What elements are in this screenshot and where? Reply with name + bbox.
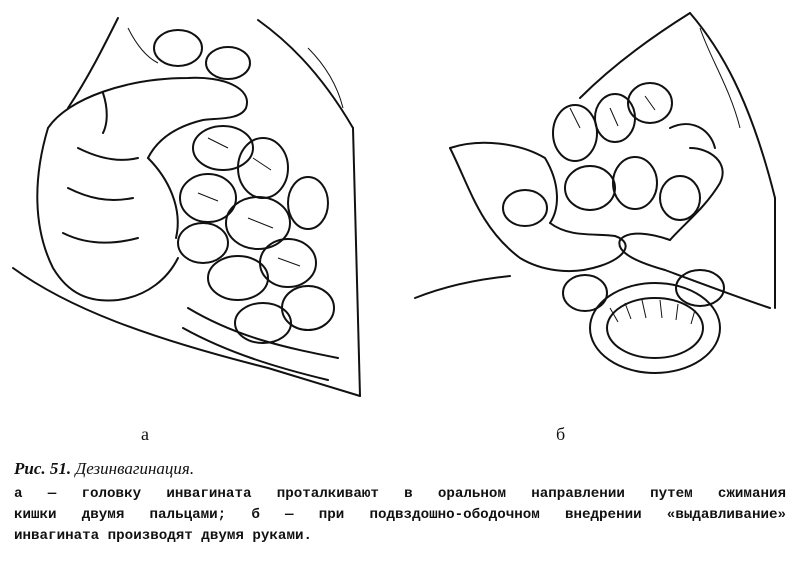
caption-number: Рис. 51. [14,459,72,478]
caption-line: инвагината производят двумя руками. [14,528,312,544]
caption-title [14,459,786,479]
figure-a-illustration [8,8,363,400]
figure-b-label: б [556,424,566,444]
caption-title-text: Дезинвагинация. [75,459,195,478]
figure-a-label: а [141,424,149,444]
caption-body [14,484,786,547]
figure-b-illustration [410,8,780,393]
figure-b-drawing [410,8,780,393]
caption-line: а — головку инвагината проталкивают в оральном направлении путем сжимания [14,486,786,502]
figure-a-drawing [8,8,363,400]
figure-caption [14,459,786,547]
caption-line: кишки двумя пальцами; б — при подвздошно-ободочном внедрении «выдавливание» [14,507,786,523]
